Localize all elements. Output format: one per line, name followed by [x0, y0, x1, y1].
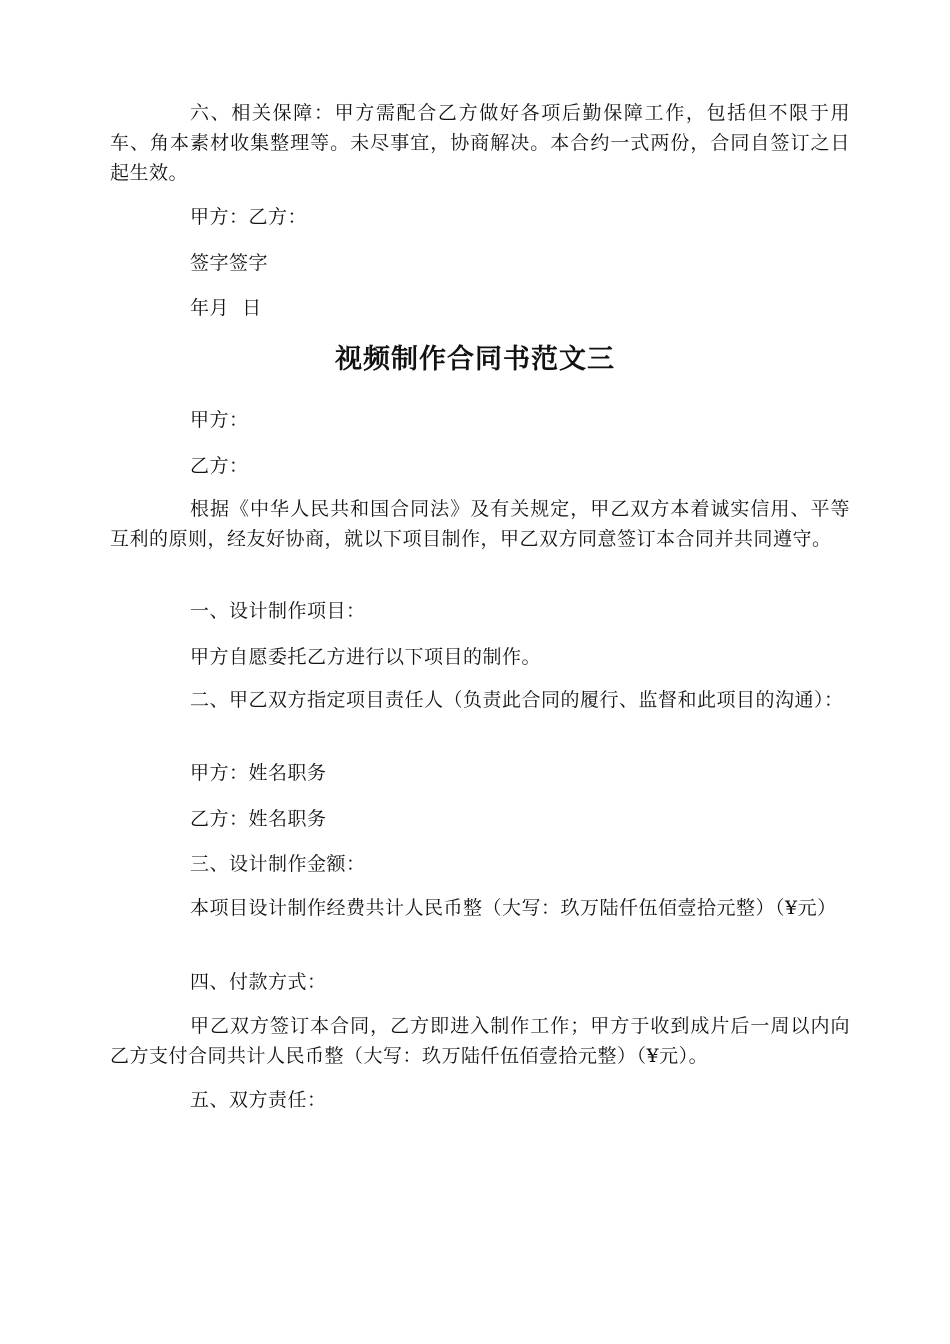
date-line: 年月 日 [190, 297, 262, 319]
section4-text: 甲乙双方签订本合同，乙方即进入制作工作；甲方于收到成片后一周以内向 乙方支付合同共计人民币整（大写：玖万陆仟伍佰壹拾元整）（¥元）。 [110, 1015, 864, 1067]
section3-text: 本项目设计制作经费共计人民币整（大写：玖万陆仟伍佰壹拾元整）（¥元） [190, 897, 837, 919]
section3-heading: 三、设计制作金额： [190, 853, 366, 875]
document-title: 视频制作合同书范文三 [335, 344, 615, 375]
party-b-label: 乙方： [190, 455, 249, 477]
parties-signature-line: 甲方：乙方： [190, 206, 308, 228]
section5-heading: 五、双方责任： [190, 1089, 327, 1111]
section1-heading: 一、设计制作项目： [190, 600, 366, 622]
section2-party-a: 甲方：姓名职务 [190, 762, 327, 784]
section2-party-b: 乙方：姓名职务 [190, 808, 327, 830]
security-clause-paragraph: 六、相关保障：甲方需配合乙方做好各项后勤保障工作，包括但不限于用车、角本素材收集整理等。未尽事宜，协商解决。本合约一式两份，合同自签订之日起生效。 [110, 102, 850, 184]
signature-line: 签字签字 [190, 252, 269, 274]
section4-heading: 四、付款方式： [190, 971, 327, 993]
section2-heading: 二、甲乙双方指定项目责任人（负责此合同的履行、监督和此项目的沟通）： [190, 689, 844, 711]
section1-text: 甲方自愿委托乙方进行以下项目的制作。 [190, 646, 542, 668]
party-a-label: 甲方： [190, 409, 249, 431]
preamble-paragraph: 根据《中华人民共和国合同法》及有关规定，甲乙双方本着诚实信用、平等互利的原则，经友好协商，就以下项目制作，甲乙双方同意签订本合同并共同遵守。 [110, 498, 850, 550]
